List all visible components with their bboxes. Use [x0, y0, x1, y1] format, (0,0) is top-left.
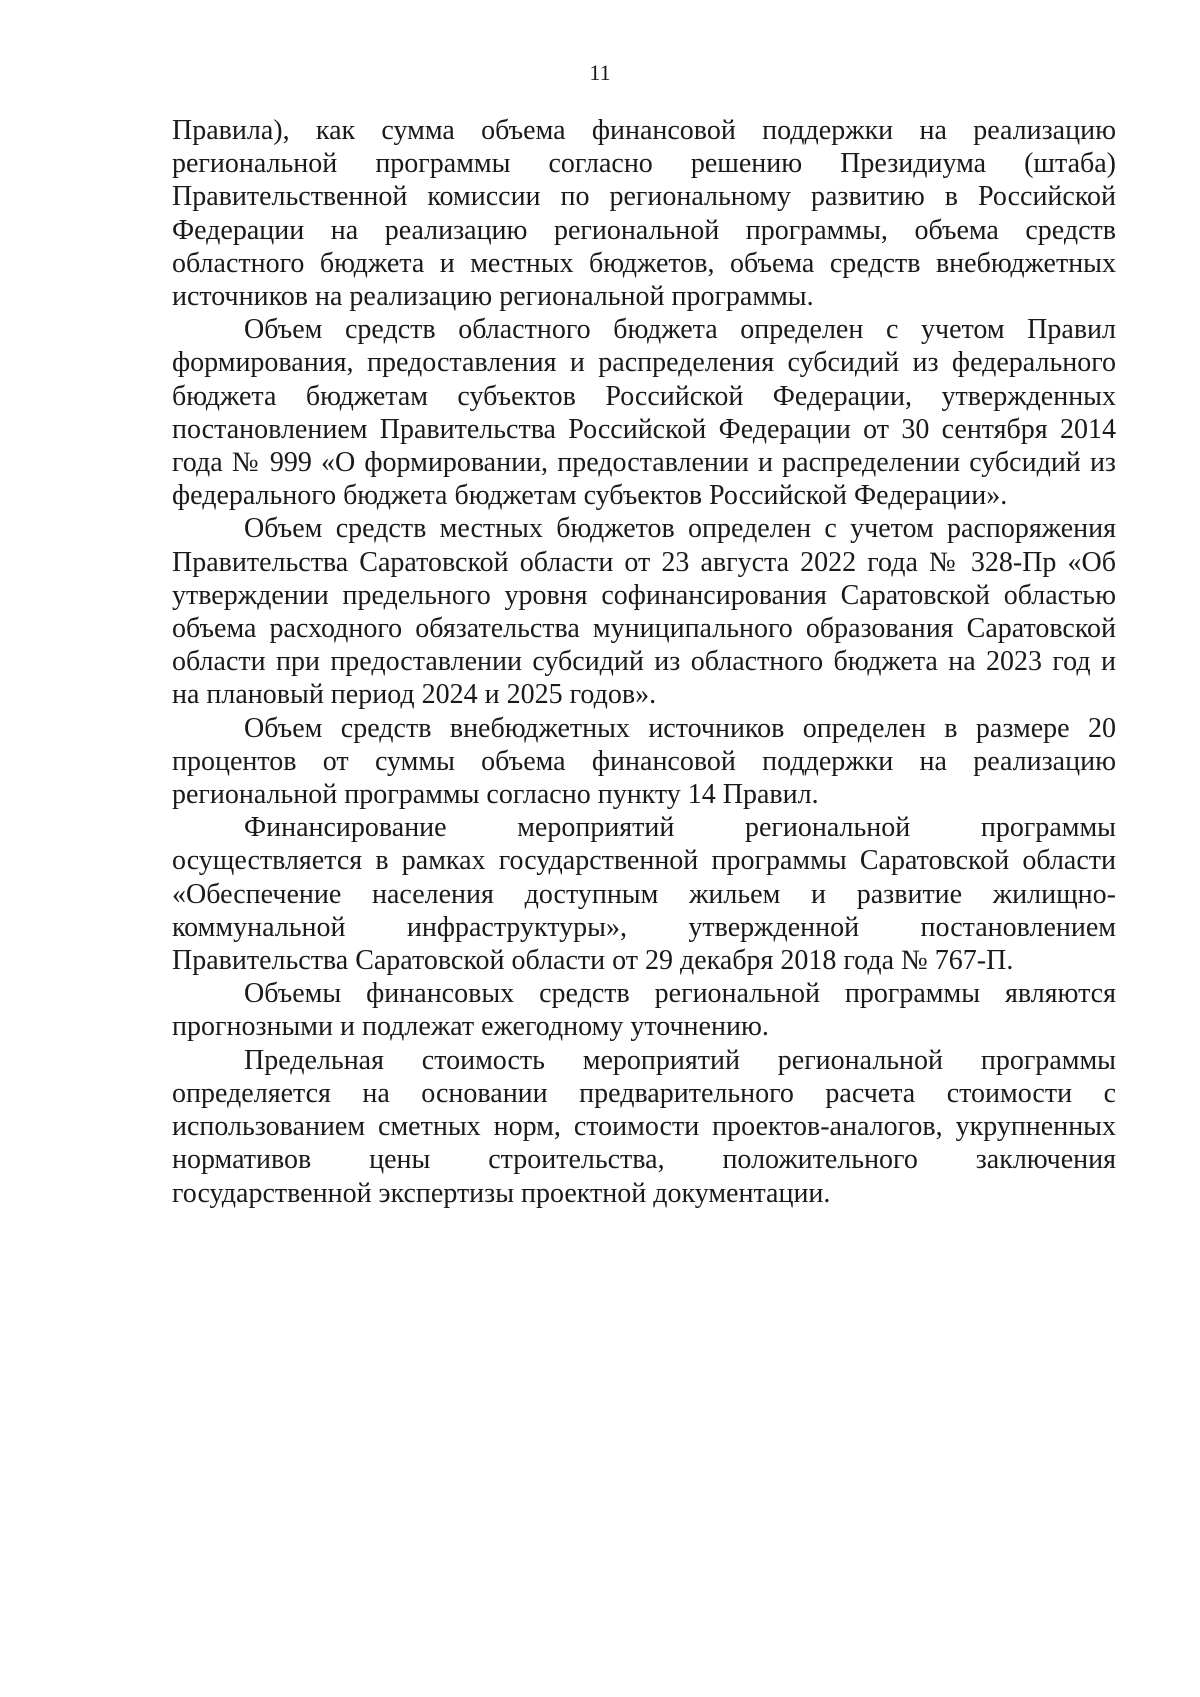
paragraph-cost-limit: Предельная стоимость мероприятий региональной программы определяется на основании предварительного расчета стоимости с использованием сметных норм, стоимости проектов-аналогов, укрупненных нормативов цены строительства, положительного заключения государственной экспертизы проектной документации. — [172, 1044, 1116, 1209]
document-body — [172, 114, 1116, 1210]
page-number: 11 — [589, 60, 611, 85]
paragraph-program-financing: Финансирование мероприятий региональной программы осуществляется в рамках государственной программы Саратовской области «Обеспечение населения доступным жильем и развитие жилищно-коммунальной инфраструктуры», утвержденной постановлением Правительства Саратовской области от 29 декабря 2018 года № 767-П. — [172, 812, 1116, 977]
paragraph-local-budgets: Объем средств местных бюджетов определен с учетом распоряжения Правительства Саратовской области от 23 августа 2022 года № 328-Пр «Об утверждении предельного уровня софинансирования Саратовской областью объема расходного обязательства муниципального образования Саратовской области при предоставлении субсидий из областного бюджета на 2023 год и на плановый период 2024 и 2025 годов». — [172, 513, 1116, 711]
paragraph-extrabudgetary-sources: Объем средств внебюджетных источников определен в размере 20 процентов от суммы объема финансовой поддержки на реализацию региональной программы согласно пункту 14 Правил. — [172, 712, 1116, 811]
paragraph-continuation: Правила), как сумма объема финансовой поддержки на реализацию региональной программы согласно решению Президиума (штаба) Правительственной комиссии по региональному развитию в Российской Федерации на реализацию региональной программы, объема средств областного бюджета и местных бюджетов, объема средств внебюджетных источников на реализацию региональной программы. — [172, 115, 1116, 313]
paragraph-forecast-volumes: Объемы финансовых средств региональной программы являются прогнозными и подлежат ежегодному уточнению. — [172, 978, 1116, 1043]
paragraph-regional-budget: Объем средств областного бюджета определен с учетом Правил формирования, предоставления и распределения субсидий из федерального бюджета бюджетам субъектов Российской Федерации, утвержденных постановлением Правительства Российской Федерации от 30 сентября 2014 года № 999 «О формировании, предоставлении и распределении субсидий из федерального бюджета бюджетам субъектов Российской Федерации». — [172, 314, 1116, 512]
